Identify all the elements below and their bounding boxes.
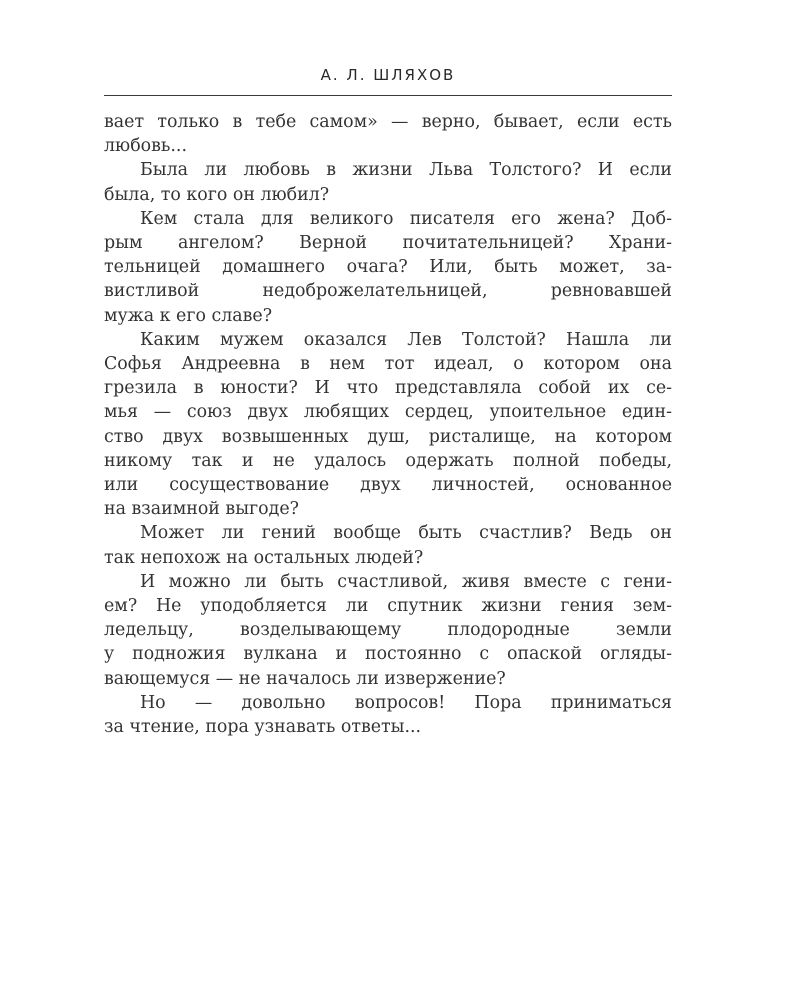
text-line: Была ли любовь в жизни Льва Толстого? И если [140,160,672,181]
text-line: никому так и не удалось одержать полной победы, [104,450,672,471]
paragraph [104,570,672,691]
body-text [104,110,672,739]
text-line: Каким мужем оказался Лев Толстой? Нашла ли [140,329,672,350]
text-line: была, то кого он любил? [104,184,330,205]
text-line: ледельцу, возделывающему плодородные земли [104,620,672,641]
text-line: Софья Андреевна в нем тот идеал, о котором она [104,354,672,375]
text-line: на взаимной выгоде? [104,499,299,520]
text-line: ем? Не уподобляется ли спутник жизни гения зем- [104,596,672,617]
text-line: Кем стала для великого писателя его жена? Доб- [140,208,672,229]
text-line: вает только в тебе самом» — верно, бывает, если есть [104,112,672,132]
paragraph [104,110,672,158]
header-rule [104,95,672,96]
paragraph [104,158,672,206]
text-line: вистливой недоброжелательницей, ревновавшей [104,281,672,302]
text-line: так непохож на остальных людей? [104,547,424,568]
text-line: любовь... [104,136,187,157]
text-line: грезила в юности? И что представляла собой их се- [104,378,672,399]
text-line: рым ангелом? Верной почитательницей? Храни- [104,233,672,254]
text-line: вающемуся — не началось ли извержение? [104,668,506,689]
text-line: мья — союз двух любящих сердец, упоительное един- [104,402,672,423]
text-line: Может ли гений вообще быть счастлив? Ведь он [140,523,672,544]
text-line: тельницей домашнего очага? Или, быть может, за- [104,257,672,278]
running-head-author: А. Л. ШЛЯХОВ [320,66,456,84]
text-line: Но — довольно вопросов! Пора приниматься [140,692,672,713]
paragraph [104,207,672,328]
text-line: у подножия вулкана и постоянно с опаской огляды- [104,644,672,665]
text-line: за чтение, пора узнавать ответы... [104,717,422,738]
text-line: мужа к его славе? [104,305,273,326]
paragraph [104,691,672,739]
paragraph [104,521,672,569]
paragraph [104,328,672,522]
text-line: И можно ли быть счастливой, живя вместе с гени- [140,571,672,592]
text-line: или сосуществование двух личностей, основанное [104,475,672,496]
text-line: ство двух возвышенных душ, ристалище, на котором [104,426,672,447]
